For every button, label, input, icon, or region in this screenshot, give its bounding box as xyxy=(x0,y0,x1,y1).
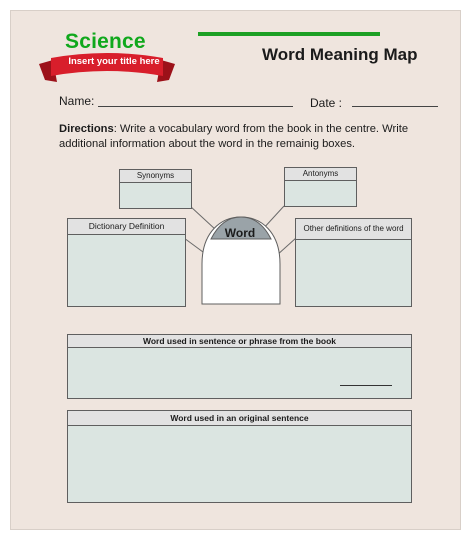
dictionary-definition-header: Dictionary Definition xyxy=(68,219,185,235)
other-definitions-header: Other definitions of the word xyxy=(296,219,411,240)
ribbon-title-text[interactable]: Insert your title here xyxy=(68,56,160,67)
subject-title: Science xyxy=(65,30,146,53)
antonyms-header: Antonyms xyxy=(285,168,356,181)
dictionary-definition-box[interactable] xyxy=(67,218,186,307)
synonyms-box[interactable] xyxy=(119,169,192,209)
book-sentence-box[interactable] xyxy=(67,334,412,399)
other-definitions-box[interactable] xyxy=(295,218,412,307)
synonyms-header: Synonyms xyxy=(120,170,191,183)
center-word-label: Word xyxy=(224,226,256,240)
directions-label: Directions xyxy=(59,123,114,135)
original-sentence-box[interactable] xyxy=(67,410,412,503)
name-label: Name: xyxy=(59,94,95,108)
directions-body: : Write a vocabulary word from the book in the centre. Write additional information about the word in the remainig boxes. xyxy=(59,123,409,150)
book-sentence-header: Word used in sentence or phrase from the book xyxy=(68,335,411,348)
antonyms-box[interactable] xyxy=(284,167,357,207)
original-sentence-header: Word used in an original sentence xyxy=(68,411,411,426)
date-label: Date : xyxy=(310,96,343,110)
page-title: Word Meaning Map xyxy=(262,45,418,64)
page-reference-line[interactable] xyxy=(340,385,392,386)
